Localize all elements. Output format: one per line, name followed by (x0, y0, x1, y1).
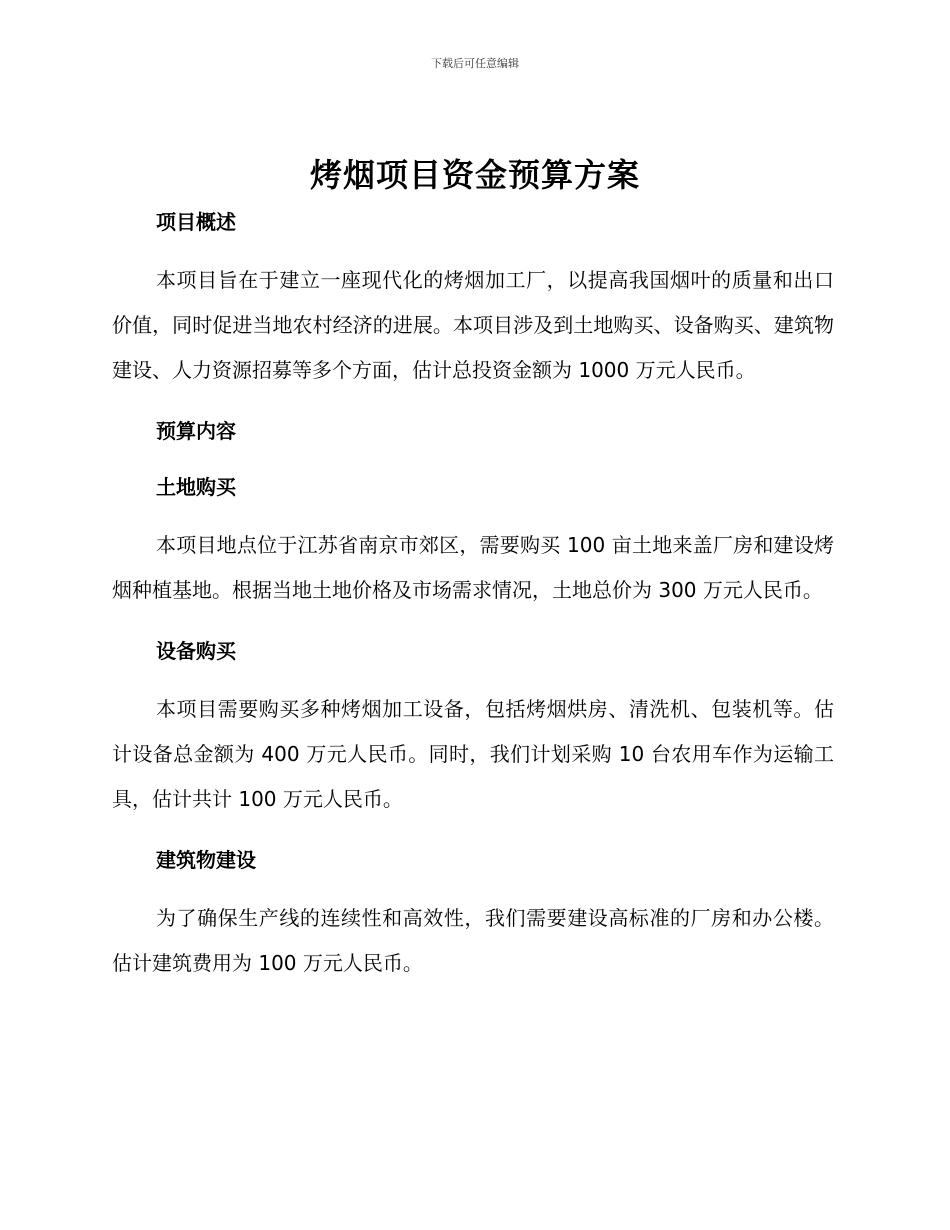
section-heading-land: 土地购买 (156, 475, 236, 499)
paragraph-land: 本项目地点位于江苏省南京市郊区，需要购买 100 亩土地来盖厂房和建设烤烟种植基地。根据当地土地价格及市场需求情况，土地总价为 300 万元人民币。 (112, 533, 834, 602)
header-note: 下载后可任意编辑 (431, 57, 519, 70)
paragraph-construction: 为了确保生产线的连续性和高效性，我们需要建设高标准的厂房和办公楼。估计建筑费用为 100 万元人民币。 (112, 906, 834, 975)
section-heading-construction: 建筑物建设 (156, 848, 256, 872)
document-body (112, 204, 834, 986)
section-heading-equipment: 设备购买 (156, 639, 236, 663)
section-heading-overview: 项目概述 (156, 210, 236, 234)
paragraph-overview: 本项目旨在于建立一座现代化的烤烟加工厂，以提高我国烟叶的质量和出口价值，同时促进当地农村经济的进展。本项目涉及到土地购买、设备购买、建筑物建设、人力资源招募等多个方面，估计总投资金额为 1000 万元人民币。 (112, 268, 834, 382)
section-heading-budget: 预算内容 (156, 419, 236, 443)
paragraph-equipment: 本项目需要购买多种烤烟加工设备，包括烤烟烘房、清洗机、包装机等。估计设备总金额为 400 万元人民币。同时，我们计划采购 10 台农用车作为运输工具，估计共计 100 万元人民币。 (112, 697, 834, 811)
document-title: 烤烟项目资金预算方案 (309, 156, 640, 194)
